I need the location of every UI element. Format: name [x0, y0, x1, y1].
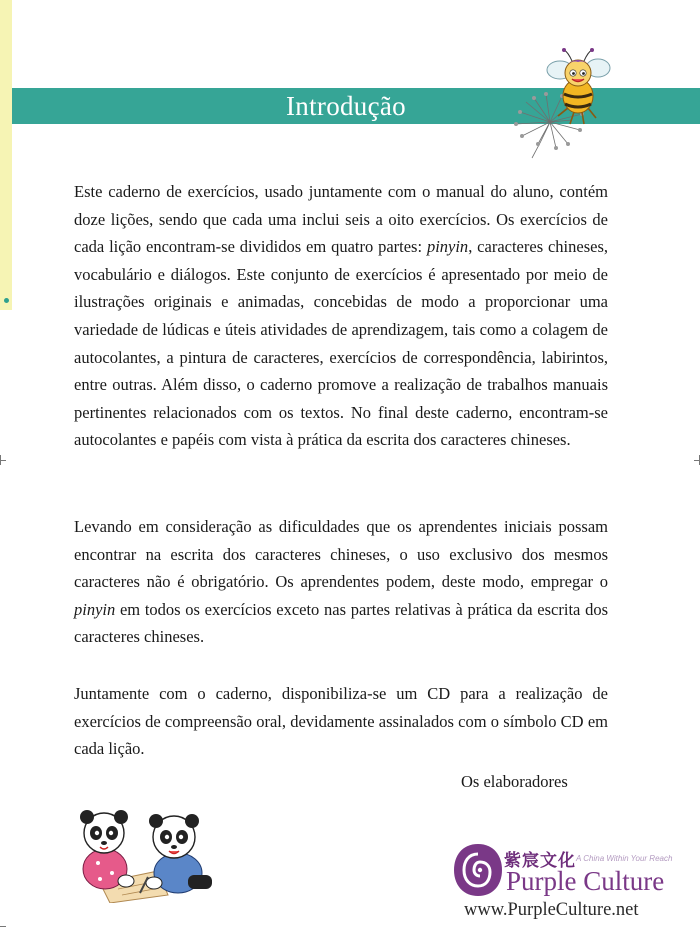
intro-paragraph-3: [74, 680, 608, 763]
paragraph-segment: Este caderno de exercícios, usado juntamente com o manual do aluno, contém doze lições, sendo que cada uma inclui seis a oito exercícios. Os exercícios de cada lição encontram-se divididos em quatro partes:: [74, 182, 608, 257]
brand-chinese-name: 紫宸文化: [504, 851, 576, 871]
intro-paragraph-1: [74, 178, 608, 454]
brand-url[interactable]: www.PurpleCulture.net: [464, 900, 639, 920]
publisher-brand: [448, 840, 700, 930]
paragraph-segment-italic: pinyin: [74, 599, 116, 619]
brand-name: Purple Culture: [506, 866, 665, 896]
page-title: Introdução: [286, 91, 406, 121]
crop-mark: [0, 926, 6, 927]
paragraph-segment: em todos os exercícios exceto nas partes relativas à prática da escrita dos caracteres chineses.: [74, 599, 608, 647]
crop-mark: [0, 455, 1, 465]
paragraph-segment: Juntamente com o caderno, disponibiliza-se um CD para a realização de exercícios de compreensão oral, devidamente assinalados com o símbolo CD em cada lição.: [74, 684, 608, 759]
purple-culture-logo-icon: [450, 840, 506, 900]
margin-color-strip: [0, 0, 12, 310]
paragraph-segment: Levando em consideração as dificuldades que os aprendentes iniciais possam encontrar na escrita dos caracteres chineses, o uso exclusivo dos mesmos caracteres não é obrigatório. Os aprendentes podem, deste modo, empregar o: [74, 517, 608, 592]
intro-paragraph-2: [74, 513, 608, 651]
brand-tagline: A China Within Your Reach: [576, 854, 673, 863]
bee-dandelion-illustration: [512, 40, 622, 165]
paragraph-segment-italic: pinyin: [426, 237, 469, 257]
signature: Os elaboradores: [461, 772, 568, 791]
paragraph-segment: , caracteres chineses, vocabulário e diálogos. Este conjunto de exercícios é apresentado por meio de ilustrações originais e animadas, concebidas de modo a proporcionar uma variedade de lúdicas e úteis atividades de aprendizagem, tais como a colagem de autocolantes, a pintura de caracteres, exercícios de correspondência, labirintos, entre outras. Além disso, o caderno promove a realização de trabalhos manuais pertinentes relacionados com os textos. No final deste caderno, encontram-se autocolantes e papéis com vista à prática da escrita dos caracteres chineses.: [74, 237, 608, 450]
margin-dot: [4, 298, 9, 303]
pandas-illustration: [70, 803, 220, 903]
